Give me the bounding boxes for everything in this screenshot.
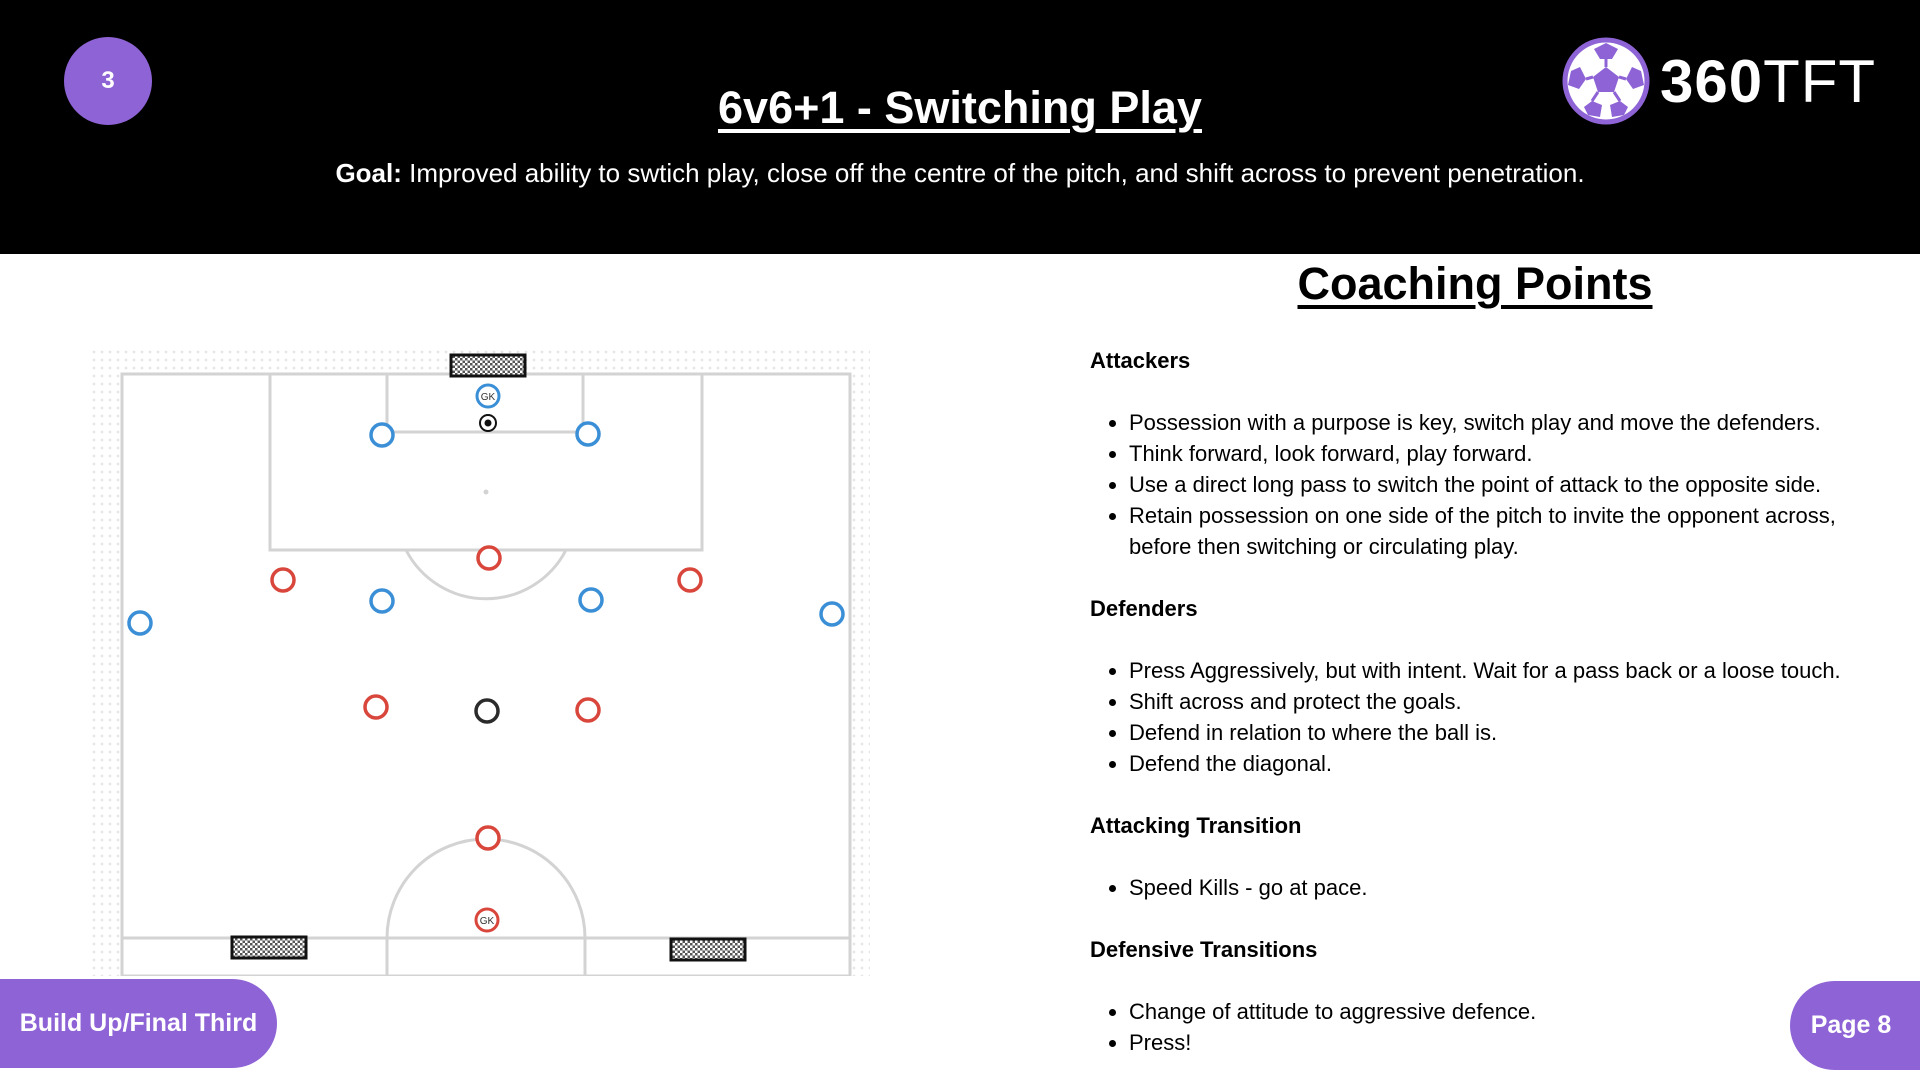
session-number-badge: 3 <box>64 37 152 125</box>
goal-label: Goal: <box>335 158 402 188</box>
brand-name <box>1660 47 1876 116</box>
coaching-points <box>1090 345 1880 1089</box>
neutral-player <box>476 700 498 722</box>
pitch-surface <box>122 374 850 976</box>
list-item: • Retain possession on one side of the pitch to invite the opponent across, before then switching or circulating play. <box>1129 500 1880 562</box>
pitch-diagram <box>90 348 870 976</box>
list-item: • Shift across and protect the goals. <box>1129 686 1880 717</box>
attacker-player <box>580 589 602 611</box>
attacker-player <box>577 423 599 445</box>
gk-label: GK <box>479 916 495 927</box>
bottom-right-goal <box>671 939 745 960</box>
list-item: • Use a direct long pass to switch the point of attack to the opposite side. <box>1129 469 1880 500</box>
penalty-spot <box>484 490 489 495</box>
defending-goalkeeper <box>476 909 498 931</box>
gk-label: GK <box>480 392 496 403</box>
attacker-player <box>821 603 843 625</box>
brand-name-light: TFT <box>1763 47 1877 115</box>
attacker-player <box>371 590 393 612</box>
goal-text: Improved ability to swtich play, close off the centre of the pitch, and shift across to prevent penetration. <box>401 158 1585 188</box>
section-heading-defensive-transitions: Defensive Transitions <box>1090 937 1318 962</box>
attacking-goalkeeper <box>477 385 499 407</box>
ball-icon <box>480 415 496 431</box>
page-number-pill: Page 8 <box>1790 981 1920 1070</box>
defenders-list <box>1090 655 1880 779</box>
attackers-list <box>1090 407 1880 562</box>
session-title: 6v6+1 - Switching Play <box>718 82 1202 133</box>
defender-player <box>577 699 599 721</box>
list-item: • Defend in relation to where the ball is. <box>1129 717 1880 748</box>
defender-player <box>272 569 294 591</box>
header-bar <box>0 0 1920 254</box>
list-item: • Change of attitude to aggressive defence. <box>1129 996 1880 1027</box>
brand-name-bold: 360 <box>1660 47 1764 115</box>
section-label-pill: Build Up/Final Third <box>0 979 277 1068</box>
list-item: • Think forward, look forward, play forward. <box>1129 438 1880 469</box>
section-heading-defenders: Defenders <box>1090 596 1198 621</box>
session-goal <box>0 158 1920 189</box>
list-item: • Defend the diagonal. <box>1129 748 1880 779</box>
attacker-player <box>371 424 393 446</box>
list-item: • Press! <box>1129 1027 1880 1058</box>
section-heading-attackers: Attackers <box>1090 348 1191 373</box>
brand-logo <box>1562 37 1876 125</box>
list-item: • Press Aggressively, but with intent. Wait for a pass back or a loose touch. <box>1129 655 1880 686</box>
list-item: • Speed Kills - go at pace. <box>1129 872 1880 903</box>
coaching-points-title: Coaching Points <box>1297 258 1653 309</box>
bottom-left-goal <box>232 937 306 958</box>
attacking-transition-list <box>1090 872 1880 903</box>
defender-player <box>478 547 500 569</box>
section-heading-attacking-transition: Attacking Transition <box>1090 813 1302 838</box>
defensive-transitions-list <box>1090 996 1880 1058</box>
top-goal <box>451 355 525 376</box>
defender-player <box>365 696 387 718</box>
defender-player <box>477 827 499 849</box>
list-item: • Possession with a purpose is key, switch play and move the defenders. <box>1129 407 1880 438</box>
defender-player <box>679 569 701 591</box>
soccer-ball-icon <box>1562 37 1650 125</box>
attacker-player <box>129 612 151 634</box>
